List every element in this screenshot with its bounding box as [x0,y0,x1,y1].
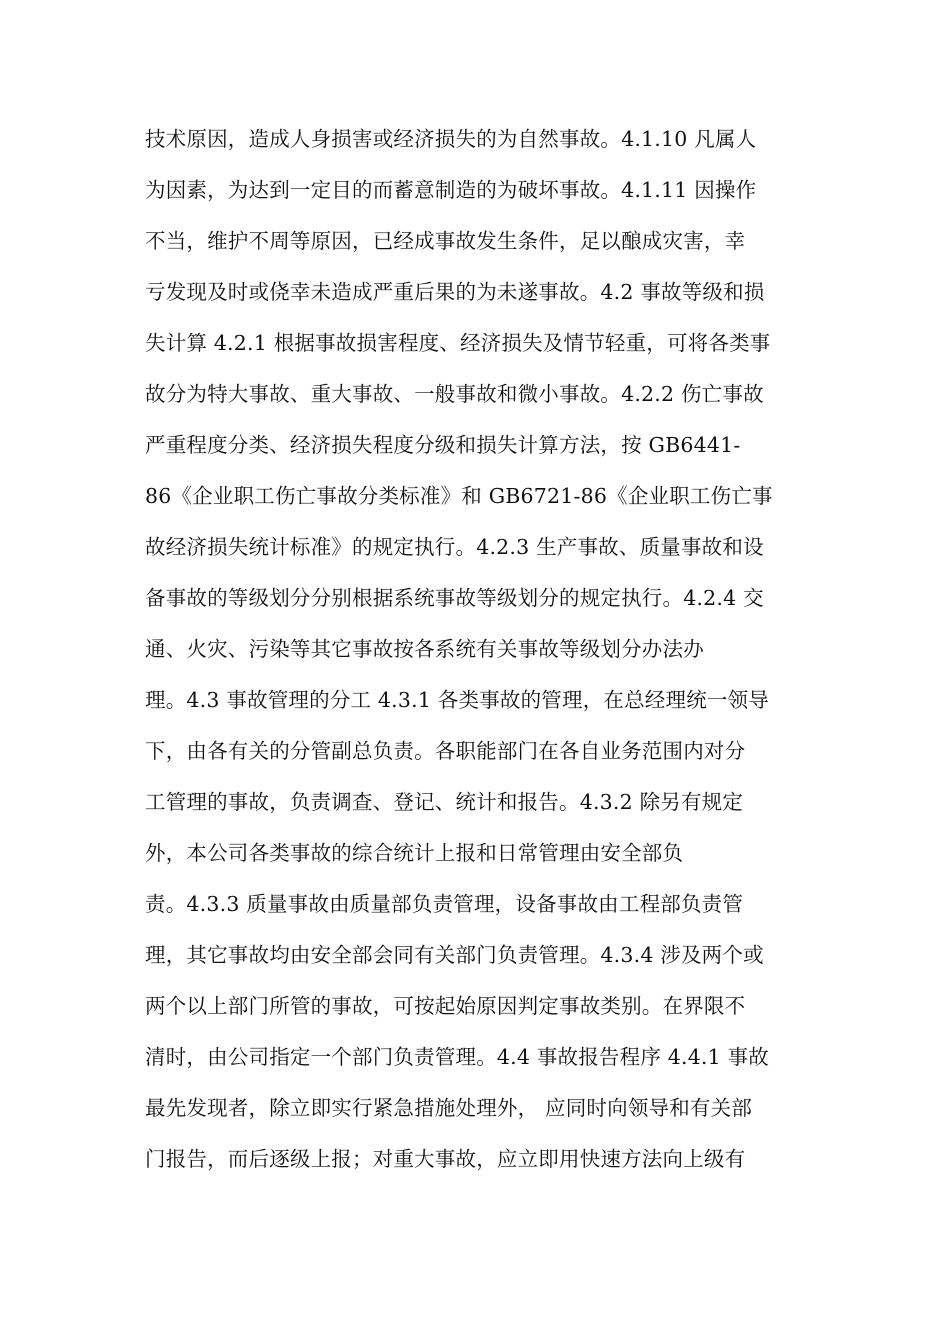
text-line: 故经济损失统计标准》的规定执行。4.2.3 生产事故、质量事故和设 [145,535,764,559]
text-line: 工管理的事故，负责调查、登记、统计和报告。4.3.2 除另有规定 [145,790,744,814]
text-line: 责。4.3.3 质量事故由质量部负责管理，设备事故由工程部负责管 [145,892,744,916]
text-line: 严重程度分类、经济损失程度分级和损失计算方法，按 GB6441- [145,433,741,457]
text-line: 门报告，而后逐级上报；对重大事故，应立即用快速方法向上级有 [145,1147,746,1171]
text-line: 备事故的等级划分分别根据系统事故等级划分的规定执行。4.2.4 交 [145,586,764,610]
text-line: 理。4.3 事故管理的分工 4.3.1 各类事故的管理，在总经理统一领导 [145,688,770,712]
text-line: 两个以上部门所管的事故，可按起始原因判定事故类别。在界限不 [145,994,746,1018]
text-line: 清时，由公司指定一个部门负责管理。4.4 事故报告程序 4.4.1 事故 [145,1045,770,1069]
text-line: 通、火灾、污染等其它事故按各系统有关事故等级划分办法办 [145,637,704,661]
text-line: 下，由各有关的分管副总负责。各职能部门在各自业务范围内对分 [145,739,746,763]
text-line: 亏发现及时或侥幸未造成严重后果的为未遂事故。4.2 事故等级和损 [145,280,765,304]
text-line: 失计算 4.2.1 根据事故损害程度、经济损失及情节轻重，可将各类事 [145,331,771,355]
text-line: 技术原因，造成人身损害或经济损失的为自然事故。4.1.10 凡属人 [145,127,757,151]
text-line: 为因素，为达到一定目的而蓄意制造的为破坏事故。4.1.11 因操作 [145,178,757,202]
text-line: 理，其它事故均由安全部会同有关部门负责管理。4.3.4 涉及两个或 [145,943,764,967]
text-line: 最先发现者，除立即实行紧急措施处理外， 应同时向领导和有关部 [145,1096,753,1120]
body-text [145,114,815,1185]
text-line: 不当，维护不周等原因，已经成事故发生条件，足以酿成灾害，幸 [145,229,746,253]
text-line: 86《企业职工伤亡事故分类标准》和 GB6721-86《企业职工伤亡事 [145,484,773,508]
text-line: 外，本公司各类事故的综合统计上报和日常管理由安全部负 [145,841,684,865]
text-line: 故分为特大事故、重大事故、一般事故和微小事故。4.2.2 伤亡事故 [145,382,764,406]
